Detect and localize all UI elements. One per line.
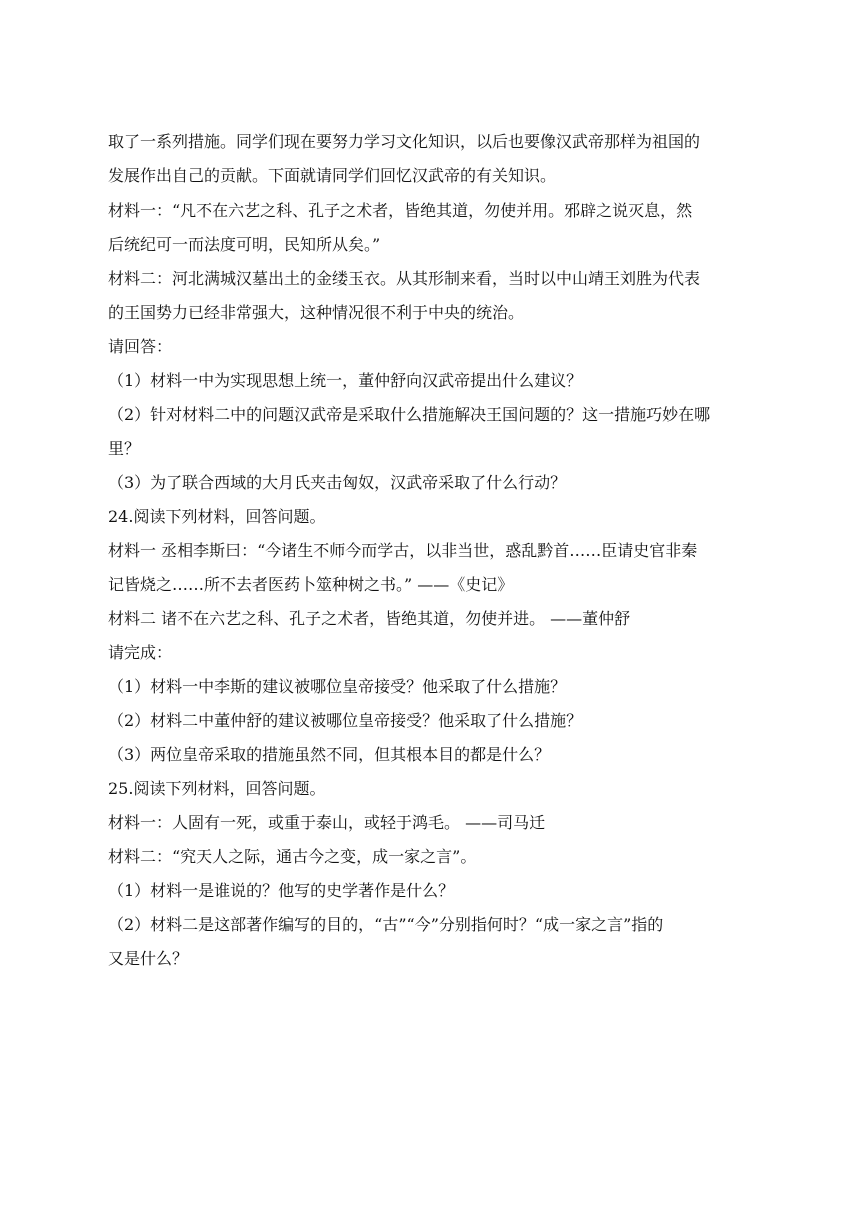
text-line: 记皆烧之……所不去者医药卜筮种树之书。” ——《史记》	[108, 575, 514, 594]
text-line: 发展作出自己的贡献。下面就请同学们回忆汉武帝的有关知识。	[108, 166, 557, 185]
question-line: （1）材料一中李斯的建议被哪位皇帝接受？他采取了什么措施？	[108, 677, 567, 696]
question-line: （2）材料二中董仲舒的建议被哪位皇帝接受？他采取了什么措施？	[108, 711, 583, 730]
text-line: 材料一：人固有一死，或重于泰山，或轻于鸿毛。 ——司马迁	[108, 813, 546, 832]
question-line: （3）两位皇帝采取的措施虽然不同，但其根本目的都是什么？	[108, 745, 551, 764]
question-heading: 25.阅读下列材料，回答问题。	[108, 779, 326, 798]
question-heading: 24.阅读下列材料，回答问题。	[108, 507, 326, 526]
text-line: 请回答：	[108, 337, 173, 356]
question-line: （3）为了联合西域的大月氏夹击匈奴，汉武帝采取了什么行动？	[108, 473, 567, 492]
text-line: 材料一 丞相李斯曰：“今诸生不师今而学古，以非当世，惑乱黔首……臣请史官非秦	[108, 541, 698, 560]
text-line: 请完成：	[108, 643, 173, 662]
text-line: 材料二：“究天人之际，通古今之变，成一家之言”。	[108, 847, 477, 866]
text-line: 材料二：河北满城汉墓出土的金缕玉衣。从其形制来看，当时以中山靖王刘胜为代表	[108, 269, 701, 288]
question-line: 里？	[108, 439, 141, 458]
text-line: 取了一系列措施。同学们现在要努力学习文化知识，以后也要像汉武帝那样为祖国的	[108, 132, 701, 151]
text-line: 材料一：“凡不在六艺之科、孔子之术者，皆绝其道，勿使并用。邪辟之说灭息，然	[108, 201, 693, 220]
text-line: 材料二 诸不在六艺之科、孔子之术者，皆绝其道，勿使并进。 ——董仲舒	[108, 609, 631, 628]
question-line: （1）材料一中为实现思想上统一，董仲舒向汉武帝提出什么建议？	[108, 371, 583, 390]
text-line: 的王国势力已经非常强大，这种情况很不利于中央的统治。	[108, 303, 525, 322]
text-line: 后统纪可一而法度可明，民知所从矣。”	[108, 235, 381, 254]
question-line: （1）材料一是谁说的？他写的史学著作是什么？	[108, 881, 455, 900]
question-line: （2）材料二是这部著作编写的目的，“古”“今”分别指何时？“成一家之言”指的	[108, 915, 664, 934]
question-line: 又是什么？	[108, 949, 189, 968]
question-line: （2）针对材料二中的问题汉武帝是采取什么措施解决王国问题的？这一措施巧妙在哪	[108, 405, 711, 424]
